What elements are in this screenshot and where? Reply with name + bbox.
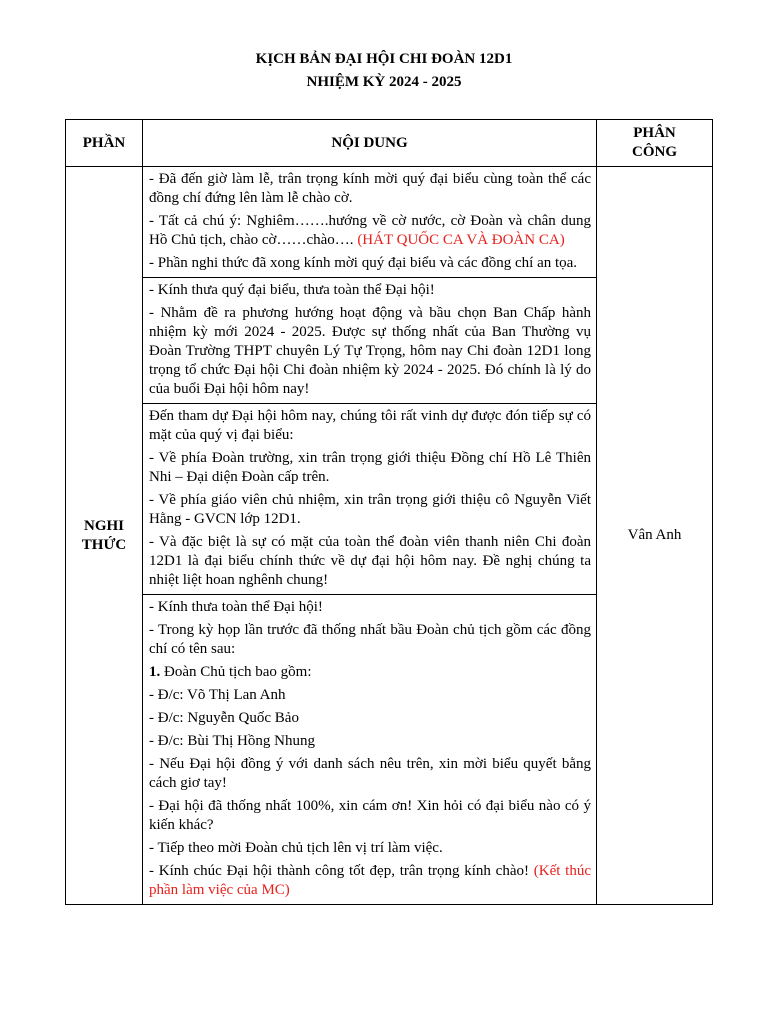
paragraph-text: - Đ/c: Bùi Thị Hồng Nhung	[149, 733, 315, 749]
content-paragraph	[149, 491, 591, 529]
part-cell	[66, 167, 143, 905]
paragraph-text: - Đ/c: Nguyễn Quốc Bảo	[149, 710, 299, 726]
content-paragraph	[149, 281, 591, 300]
content-paragraph	[149, 212, 591, 250]
content-paragraph	[149, 170, 591, 208]
paragraph-text: - Đã đến giờ làm lễ, trân trọng kính mời quý đại biểu cùng toàn thể các đồng chí đứng lên làm lễ chào cờ.	[149, 171, 591, 206]
document-title: KỊCH BẢN ĐẠI HỘI CHI ĐOÀN 12D1	[255, 51, 513, 67]
script-table	[65, 119, 713, 905]
paragraph-text: - Trong kỳ họp lần trước đã thống nhất bầu Đoàn chủ tịch gồm các đồng chí có tên sau:	[149, 622, 591, 657]
item-number: 1.	[149, 664, 161, 680]
paragraph-text: - Phần nghi thức đã xong kính mời quý đại biểu và các đồng chí an tọa.	[149, 255, 578, 271]
paragraph-text: - Và đặc biệt là sự có mặt của toàn thể đoàn viên thanh niên Chi đoàn 12D1 là đại biểu chính thức về dự đại hội hôm nay. Đề nghị chúng ta nhiệt liệt hoan nghênh chung!	[149, 534, 591, 588]
paragraph-text: - Kính thưa quý đại biểu, thưa toàn thể Đại hội!	[149, 282, 435, 298]
content-paragraph	[149, 839, 591, 858]
content-paragraph	[149, 663, 591, 682]
content-block	[143, 278, 597, 404]
header-row	[66, 120, 713, 167]
header-assign-line: PHÂN	[633, 125, 676, 141]
content-paragraph	[149, 254, 591, 273]
paragraph-text: - Kính chúc Đại hội thành công tốt đẹp, trân trọng kính chào!	[149, 863, 534, 879]
paragraph-text: Đến tham dự Đại hội hôm nay, chúng tôi rất vinh dự được đón tiếp sự có mặt của quý vị đại biểu:	[149, 408, 591, 443]
header-content: NỘI DUNG	[143, 120, 597, 167]
header-part: PHẦN	[66, 120, 143, 167]
header-assign	[597, 120, 713, 167]
content-paragraph	[149, 862, 591, 900]
content-block	[143, 595, 597, 905]
paragraph-text: - Về phía Đoàn trường, xin trân trọng giới thiệu Đồng chí Hồ Lê Thiên Nhi – Đại diện Đoàn cấp trên.	[149, 450, 591, 485]
content-block	[143, 404, 597, 595]
part-line: NGHI	[83, 517, 124, 534]
content-paragraph	[149, 304, 591, 399]
content-paragraph	[149, 797, 591, 835]
stage-direction: (Kết thúc phần làm việc của MC)	[149, 863, 591, 898]
paragraph-text: - Về phía giáo viên chủ nhiệm, xin trân trọng giới thiệu cô Nguyễn Viết Hằng - GVCN lớp 12D1.	[149, 492, 591, 527]
paragraph-text: - Nếu Đại hội đồng ý với danh sách nêu trên, xin mời biểu quyết bằng cách giơ tay!	[149, 756, 591, 791]
table-row	[66, 167, 713, 278]
content-paragraph	[149, 755, 591, 793]
assign-cell: Vân Anh	[597, 167, 713, 905]
content-paragraph	[149, 598, 591, 617]
paragraph-text: - Đ/c: Võ Thị Lan Anh	[149, 687, 286, 703]
content-paragraph	[149, 407, 591, 445]
stage-direction: (HÁT QUỐC CA VÀ ĐOÀN CA)	[357, 232, 565, 248]
content-paragraph	[149, 621, 591, 659]
paragraph-text: - Tất cả chú ý: Nghiêm…….hướng về cờ nước, cờ Đoàn và chân dung Hồ Chủ tịch, chào cờ……chào….	[149, 213, 591, 248]
paragraph-text: - Đại hội đã thống nhất 100%, xin cám ơn! Xin hỏi có đại biểu nào có ý kiến khác?	[149, 798, 591, 833]
content-paragraph	[149, 686, 591, 705]
content-paragraph	[149, 709, 591, 728]
content-paragraph	[149, 732, 591, 751]
part-line: THỨC	[81, 536, 127, 553]
paragraph-text: - Tiếp theo mời Đoàn chủ tịch lên vị trí làm việc.	[149, 840, 443, 856]
document-subtitle: NHIỆM KỲ 2024 - 2025	[306, 74, 462, 90]
header-assign-line: CÔNG	[632, 144, 677, 160]
content-paragraph	[149, 449, 591, 487]
content-paragraph	[149, 533, 591, 590]
paragraph-text: - Nhằm đề ra phương hướng hoạt động và bầu chọn Ban Chấp hành nhiệm kỳ mới 2024 - 2025. Được sự thống nhất của Ban Thường vụ Đoàn Trường THPT chuyên Lý Tự Trọng, hôm nay Chi đoàn 12D1 long trọng tổ chức Đại hội Chi đoàn nhiệm kỳ 2024 - 2025. Đó chính là lý do của buổi Đại hội hôm nay!	[149, 305, 591, 397]
content-block	[143, 167, 597, 278]
paragraph-text: - Kính thưa toàn thể Đại hội!	[149, 599, 323, 615]
paragraph-text: Đoàn Chủ tịch bao gồm:	[160, 664, 312, 680]
